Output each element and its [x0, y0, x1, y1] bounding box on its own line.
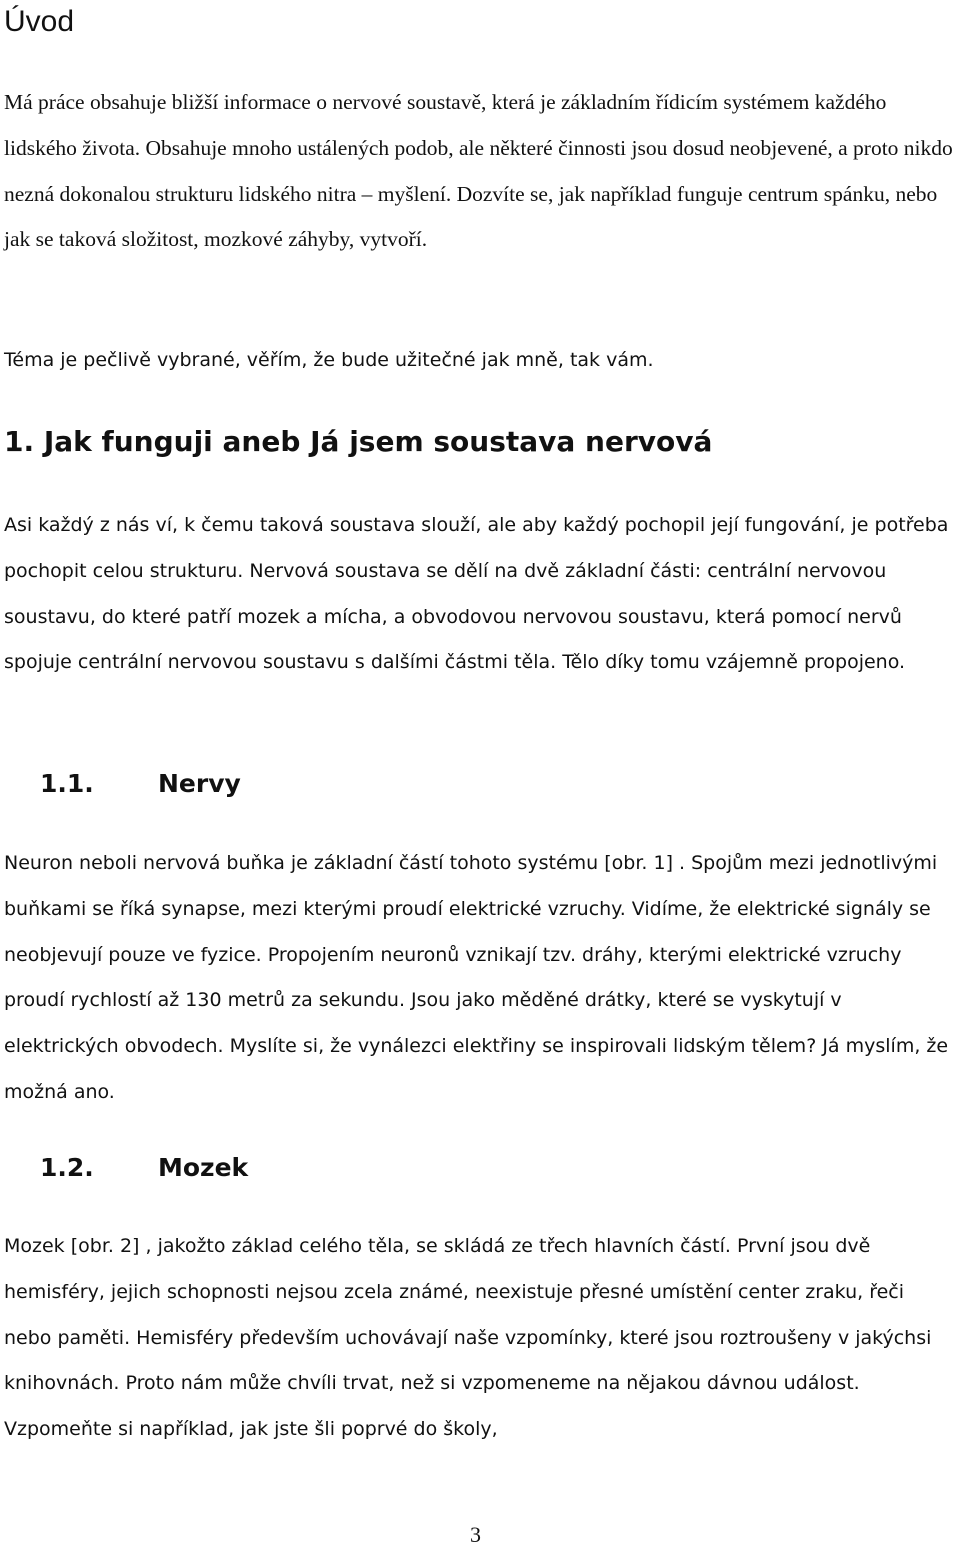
section-1-1-number: 1.1. — [40, 769, 94, 798]
section-1-2-title: Mozek — [158, 1153, 249, 1182]
section-1-1-heading — [40, 766, 241, 802]
intro-heading: Úvod — [4, 5, 75, 38]
section-1-paragraph: Asi každý z nás ví, k čemu taková soustava slouží, ale aby každý pochopil její fungování, je potřeba pochopit celou strukturu. Nervová soustava se dělí na dvě základní části: centrální nervovou soustavu, do které patří mozek a mícha, a obvodovou nervovou soustavu, která pomocí nervů spojuje centrální nervovou soustavu s dalšími částmi těla. Tělo díky tomu vzájemně propojeno. — [4, 514, 949, 674]
intro-closing-paragraph: Téma je pečlivě vybrané, věřím, že bude užitečné jak mně, tak vám. — [4, 349, 654, 371]
page-number: 3 — [470, 1522, 481, 1547]
section-1-2-heading — [40, 1150, 248, 1186]
section-1-2-number: 1.2. — [40, 1153, 94, 1182]
intro-paragraph: Má práce obsahuje bližší informace o nervové soustavě, která je základním řídicím systémem každého lidského života. Obsahuje mnoho ustálených podob, ale některé činnosti jsou dosud neobjevené, a proto nikdo nezná dokonalou strukturu lidského nitra – myšlení. Dozvíte se, jak například funguje centrum spánku, nebo jak se taková složitost, mozkové záhyby, vytvoří. — [4, 90, 953, 252]
section-1-2-paragraph: Mozek [obr. 2] , jakožto základ celého těla, se skládá ze třech hlavních částí. První jsou dvě hemisféry, jejich schopnosti nejsou zcela známé, neexistuje přesné umístění center zraku, řeči nebo paměti. Hemisféry především uchovávají naše vzpomínky, které jsou roztroušeny v jakýchsi knihovnách. Proto nám může chvíli trvat, než si vzpomeneme na nějakou dávnou událost. Vzpomeňte si například, jak jste šli poprvé do školy, — [4, 1235, 932, 1441]
section-1-heading: 1. Jak funguji aneb Já jsem soustava nervová — [4, 425, 713, 458]
section-1-1-title: Nervy — [158, 769, 241, 798]
section-1-1-paragraph: Neuron neboli nervová buňka je základní částí tohoto systému [obr. 1] . Spojům mezi jednotlivými buňkami se říká synapse, mezi kterými proudí elektrické vzruchy. Vidíme, že elektrické signály se neobjevují pouze ve fyzice. Propojením neuronů vznikají tzv. dráhy, kterými elektrické vzruchy proudí rychlostí až 130 metrů za sekundu. Jsou jako měděné drátky, které se vyskytují v elektrických obvodech. Myslíte si, že vynálezci elektřiny se inspirovali lidským tělem? Já myslím, že možná ano. — [4, 852, 949, 1103]
